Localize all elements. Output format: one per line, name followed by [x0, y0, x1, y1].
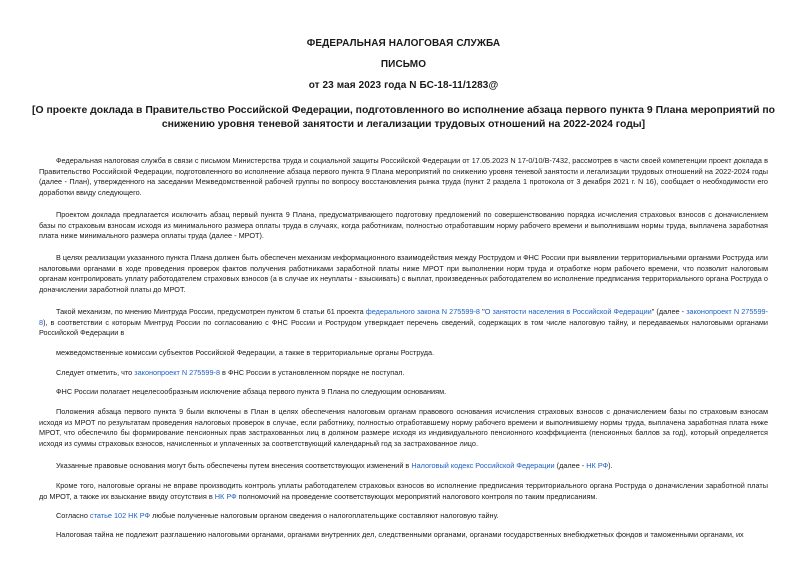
date-number-heading: от 23 мая 2023 года N БС-18-11/1283@: [308, 80, 499, 91]
paragraph-9-text-c: ).: [608, 461, 613, 470]
paragraph-4-text-a: Такой механизм, по мнению Минтруда России, предусмотрен пунктом 6 статьи 61 проекта: [56, 307, 366, 316]
paragraph-10-text-b: полномочий на проведение соответствующих мероприятий налогового контроля по таким предписаниям.: [236, 491, 598, 501]
paragraph-11-text-a: Согласно: [56, 511, 90, 520]
doc-type-heading: ПИСЬМО: [380, 59, 427, 70]
paragraph-10: [39, 481, 768, 502]
paragraph-6-text-a: Следует отметить, что: [56, 368, 135, 377]
nk-rf-link-2[interactable]: НК РФ: [214, 491, 237, 501]
paragraph-9-text-a: Указанные правовые основания могут быть обеспечены путем внесения соответствующих изменений в: [56, 461, 412, 470]
paragraph-8: Положения абзаца первого пункта 9 были включены в План в целях обеспечения налоговым органам правового основания исчисления страховых взносов с доначислением базы по страховым взносам исходя из МРОТ по результатам проведения налоговых проверок в случае, если работнику, полностью отработавшему норму рабочего времени и выполнившему нормы труда, выплачена заработная плата ниже МРОТ, что обеспечило бы формирование пенсионных прав застрахованных лиц в должном размере исходя из индивидуального пенсионного коэффициента (пенсионных баллов за год), который определяется исходя из суммы страховых взносов, начисленных и уплаченных за соответствующий календарный год за застрахованное лицо.: [39, 407, 768, 448]
nk-rf-link[interactable]: НК РФ: [586, 461, 609, 470]
paragraph-10-text-a: Кроме того, налоговые органы не вправе производить контроль уплаты работодателем страховых взносов во исполнение предписания территориального органа Роструда о доначислении заработной платы до МРОТ, а также их взыскание ввиду отсутствия в: [39, 481, 768, 501]
employment-law-link[interactable]: О занятости населения в Российской Федерации: [484, 307, 652, 316]
document-subject: [О проекте доклада в Правительство Российской Федерации, подготовленного во исполнение абзаца первого пункта 9 Плана мероприятий по снижению уровня теневой занятости и легализации трудовых отношений на 2022-2024 годы]: [32, 105, 775, 130]
paragraph-2: Проектом доклада предлагается исключить абзац первый пункта 9 Плана, предусматривающего подготовку предложений по совершенствованию порядка исчисления страховых взносов с доначислением базы по страховым взносам исходя из минимального размера оплаты труда в случаях, когда работникам, полностью отработавшим норму рабочего времени и выполнившим нормы труда, выплачена заработная плата ниже минимального размера оплаты труда (далее - МРОТ).: [39, 210, 768, 240]
agency-heading: ФЕДЕРАЛЬНАЯ НАЛОГОВАЯ СЛУЖБА: [306, 38, 501, 49]
paragraph-4-text-b: ": [480, 307, 485, 316]
federal-law-link[interactable]: федерального закона N 275599-8: [365, 307, 480, 316]
draft-law-link-2[interactable]: законопроект N 275599-8: [134, 368, 221, 377]
paragraph-9: [39, 461, 768, 472]
paragraph-5: межведомственные комиссии субъектов Российской Федерации, а также в территориальные органы Роструда.: [56, 348, 435, 357]
paragraph-4: [39, 307, 768, 339]
paragraph-6: [39, 368, 768, 379]
paragraph-4-text-c: " (далее -: [651, 307, 687, 316]
paragraph-4-text-d: ), в соответствии с которым Минтруд России по согласованию с ФНС России и Рострудом утверждает перечень сведений, содержащих в том числе налоговую тайну, и передаваемых налоговыми органами Российской Федерации в: [39, 317, 768, 337]
tax-code-link[interactable]: Налоговый кодекс Российской Федерации: [411, 461, 555, 470]
paragraph-6-text-b: в ФНС России в установленном порядке не поступал.: [220, 368, 405, 377]
paragraph-7: ФНС России полагает нецелесообразным исключение абзаца первого пункта 9 Плана по следующим основаниям.: [56, 387, 447, 396]
paragraph-11-text-b: любые полученные налоговым органом сведения о налогоплательщике составляют налоговую тайну.: [150, 511, 499, 520]
draft-law-link[interactable]: законопроект N 275599-8: [39, 307, 768, 327]
paragraph-11: [39, 511, 768, 522]
paragraph-9-text-b: (далее -: [554, 461, 587, 470]
paragraph-1: Федеральная налоговая служба в связи с письмом Министерства труда и социальной защиты Российской Федерации от 17.05.2023 N 17-0/10/В-7432, рассмотрев в части своей компетенции проект доклада в Правительство Российской Федерации, подготовленного во исполнение абзаца первого пункта 9 Плана мероприятий по снижению уровня теневой занятости и легализации трудовых отношений на 2022-2024 годы (далее - План), утвержденного на заседании Межведомственной рабочей группы по вопросу восстановления рынка труда (пункт 2 раздела 1 протокола от 3 декабря 2021 г. N 16), сообщает о необходимости его доработки ввиду следующего.: [39, 156, 768, 197]
paragraph-12: Налоговая тайна не подлежит разглашению налоговыми органами, органами внутренних дел, следственными органами, органами государственных внебюджетных фондов и таможенными органами, их: [56, 530, 744, 539]
article-102-link[interactable]: статье 102 НК РФ: [89, 511, 151, 520]
paragraph-3: В целях реализации указанного пункта Плана должен быть обеспечен механизм информационного взаимодействия между Рострудом и ФНС России при выявлении территориальными органами Роструда или налоговыми органами в ходе проведения проверок фактов получения работниками заработной платы ниже МРОТ при выполнении норм труда и отработке норм рабочего времени, что позволит налоговым органам контролировать уплату работодателем страховых взносов (а в случае их неуплаты - взыскивать) с выплат, произведенных работодателем во исполнение предписания территориального органа Роструда о доначислении заработной платы до МРОТ.: [39, 253, 768, 294]
